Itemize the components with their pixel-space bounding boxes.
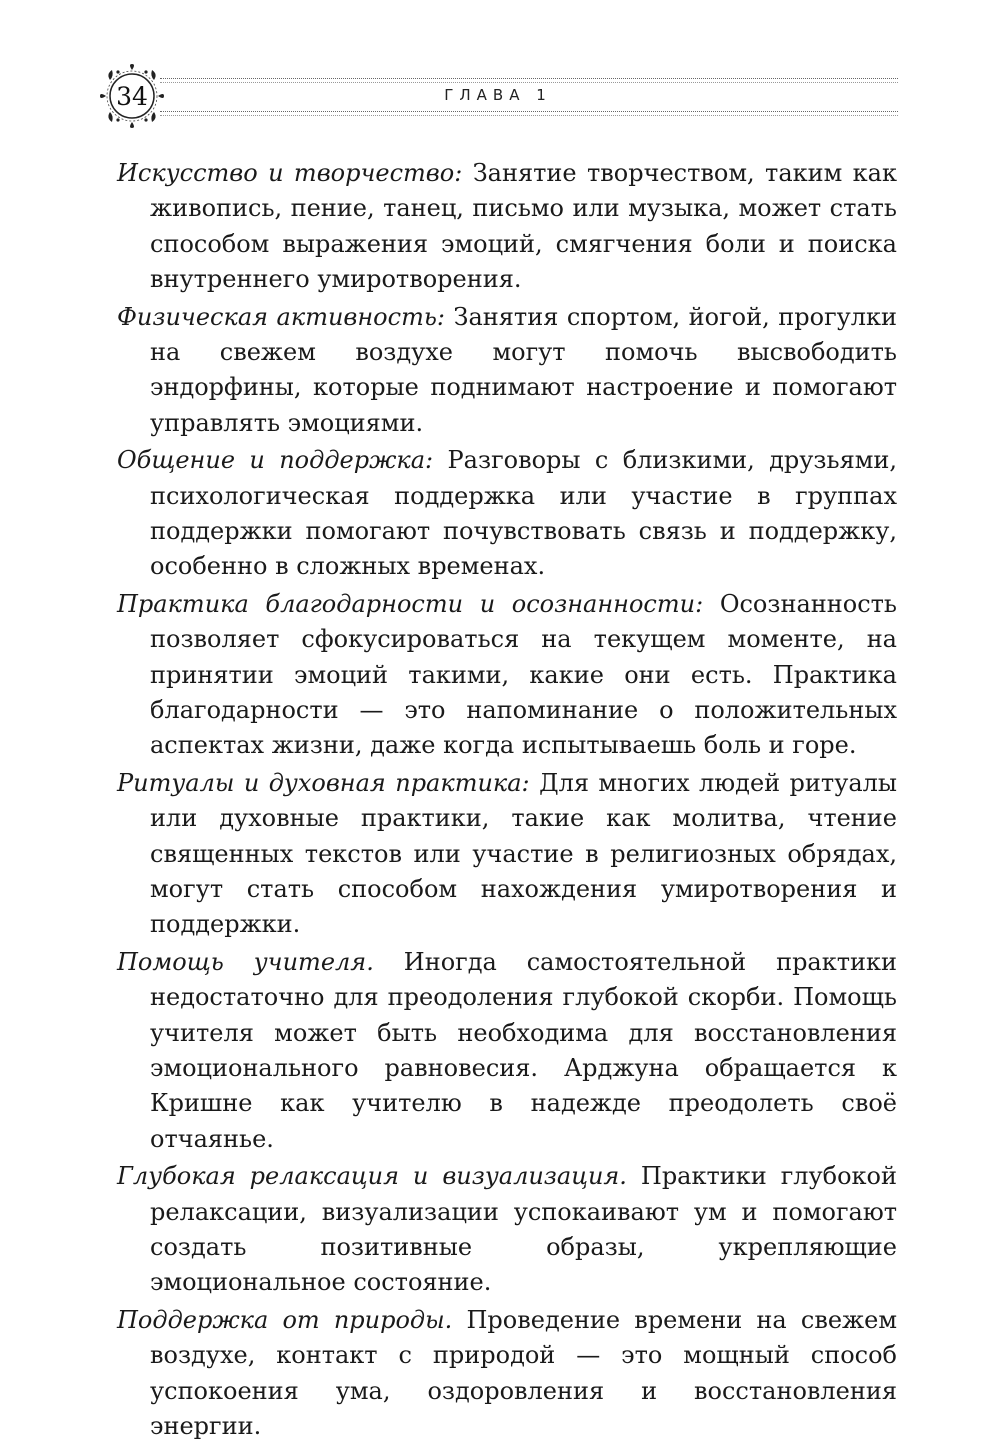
entry-text: Занятия спортом, йогой, прогулки на свежем воздухе могут помочь высвободить эндорфины, которые поднимают настроение и помогают управлять эмоциями. [150,302,897,437]
entry-title: Глубокая релаксация и визуализация. [117,1162,627,1191]
entry-physical-activity [117,300,897,441]
entry-text: Проведение времени на свежем воздухе, контакт с природой — это мощный способ успокоения ума, оздоровления и восстановления энергии. [150,1306,897,1440]
chapter-label: ГЛАВА 1 [444,86,552,104]
entry-title: Ритуалы и духовная практика: [117,769,530,798]
entry-text: Для многих людей ритуалы или духовные практики, такие как молитва, чтение священных текстов или участие в религиозных обрядах, могут стать способом нахождения умиротворения и поддержки. [150,769,897,939]
entry-nature [117,1303,897,1444]
header-rule-bottom-inner [160,115,898,116]
entry-title: Помощь учителя. [117,948,374,977]
page-number: 34 [116,82,148,111]
entry-text: Осознанность позволяет сфокусироваться на текущем моменте, на принятии эмоций такими, какие они есть. Практика благодарности — это напоминание о положительных аспектах жизни, даже когда испытываешь боль и горе. [150,590,897,760]
running-header [98,62,898,130]
entry-text: Практики глубокой релаксации, визуализации успокаивают ум и помогают создать позитивные образы, укрепляющие эмоциональное состояние. [150,1162,897,1297]
entry-title: Поддержка от природы. [117,1306,453,1334]
page-body [117,156,897,1447]
header-rule-top-inner [160,82,898,83]
header-rule-top [160,78,898,79]
entry-relaxation [117,1159,897,1300]
header-rule-bottom [160,111,898,112]
entry-text: Занятие творчеством, таким как живопись, пение, танец, письмо или музыка, может стать способом выражения эмоций, смягчения боли и поиска внутреннего умиротворения. [150,159,897,293]
entry-title: Практика благодарности и осознанности: [117,590,704,619]
entry-title: Физическая активность: [117,302,445,331]
entry-title: Общение и поддержка: [117,446,434,475]
entry-communication [117,443,897,584]
entry-art [117,156,897,297]
entry-text: Иногда самостоятельной практики недостаточно для преодоления глубокой скорби. Помощь учителя может быть необходима для восстановления эмоционального равновесия. Арджуна обращается к Кришне как учителю в надежде преодолеть своё отчаянье. [150,948,898,1153]
entry-teacher [117,945,897,1157]
entry-rituals [117,766,897,942]
entry-gratitude [117,587,897,763]
entry-title: Искусство и творчество: [117,159,463,187]
entry-text: Разговоры с близкими, друзьями, психологическая поддержка или участие в группах поддержки помогают почувствовать связь и поддержку, особенно в сложных временах. [150,446,897,581]
